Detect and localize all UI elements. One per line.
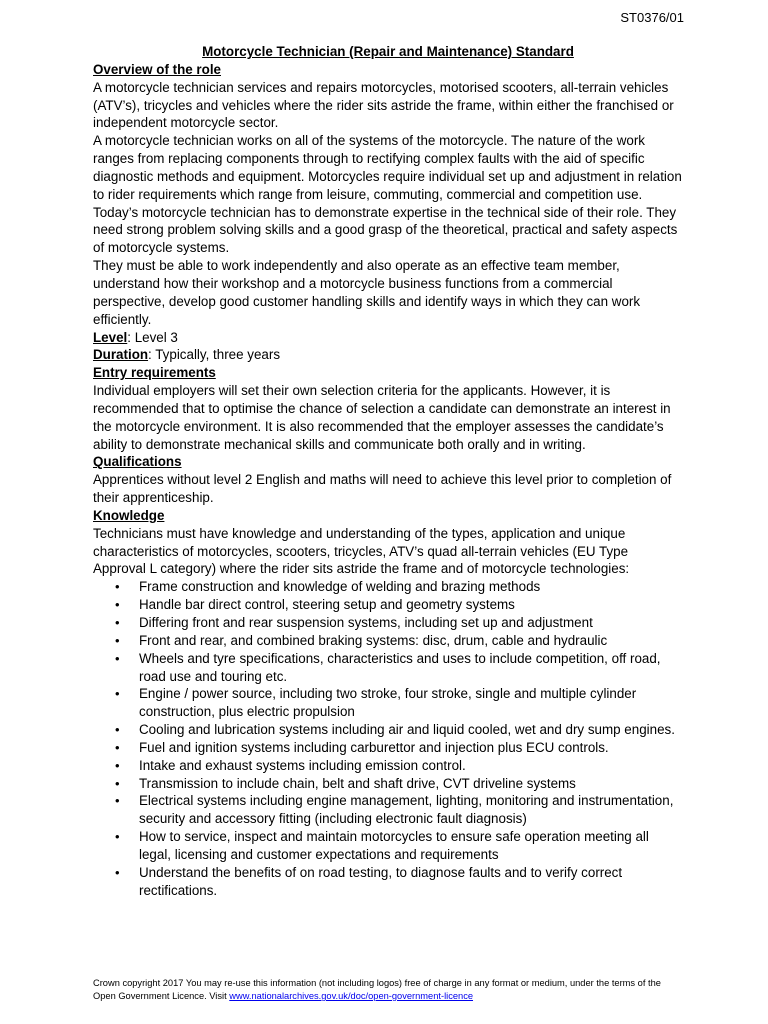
knowledge-item-text: Fuel and ignition systems including carburettor and injection plus ECU controls. [139,739,609,755]
bullet-icon: • [115,864,120,880]
bullet-icon: • [115,597,120,613]
bullet-icon: • [115,650,120,666]
knowledge-list-item [93,650,683,686]
document-body [93,43,683,900]
knowledge-intro: Technicians must have knowledge and understanding of the types, application and unique characteristics of motorcycles, scooters, tricycles, ATV’s quad all-terrain vehicles (EU Type Approval L category) where the rider sits astride the frame and of motorcycle technologies: [93,525,630,577]
overview-heading: Overview of the role [93,61,221,77]
knowledge-item-text: How to service, inspect and maintain motorcycles to ensure safe operation meeting all legal, licensing and customer expectations and requirements [139,829,649,862]
knowledge-list-item [93,757,683,775]
document-title: Motorcycle Technician (Repair and Maintenance) Standard [202,44,574,59]
knowledge-list-item [93,721,683,739]
knowledge-item-text: Cooling and lubrication systems including air and liquid cooled, wet and dry sump engines. [139,722,675,738]
licence-link[interactable]: www.nationalarchives.gov.uk/doc/open-government-licence [229,991,474,1001]
bullet-icon: • [115,793,120,809]
level-value: : Level 3 [127,329,178,345]
bullet-icon: • [115,722,120,738]
footer-text: Crown copyright 2017 You may re-use this information (not including logos) free of charge in any format or medium, under the terms of the Open Government Licence. Visit [93,978,661,1001]
knowledge-item-text: Front and rear, and combined braking systems: disc, drum, cable and hydraulic [139,632,608,648]
level-line [93,329,683,347]
knowledge-list [93,578,683,899]
qualifications-heading: Qualifications [93,454,182,470]
knowledge-list-item [93,614,683,632]
knowledge-list-item [93,775,683,793]
knowledge-list-item [93,596,683,614]
bullet-icon: • [115,579,120,595]
bullet-icon: • [115,775,120,791]
knowledge-list-item [93,685,683,721]
overview-paragraph: A motorcycle technician works on all of the systems of the motorcycle. The nature of the work ranges from replacing components through to rectifying complex faults with the aid of specific diagnostic methods and equipment. Motorcycles require individual set up and adjustment in relation to rider requirements which range from leisure, commuting, commercial and competition use. [93,133,682,202]
knowledge-list-item [93,578,683,596]
qualifications-text: Apprentices without level 2 English and maths will need to achieve this level prior to completion of their apprenticeship. [93,472,672,506]
bullet-icon: • [115,686,120,702]
bullet-icon: • [115,615,120,630]
knowledge-list-item [93,632,683,650]
overview-paragraph: Today’s motorcycle technician has to demonstrate expertise in the technical side of their role. They need strong problem solving skills and a good grasp of the theoretical, practical and safety aspects of motorcycle systems. [93,204,678,256]
knowledge-item-text: Transmission to include chain, belt and shaft drive, CVT driveline systems [139,775,576,791]
duration-line [93,346,683,364]
knowledge-list-item [93,828,683,864]
duration-label: Duration [93,347,149,363]
knowledge-heading: Knowledge [93,507,165,523]
overview-paragraph: A motorcycle technician services and repairs motorcycles, motorised scooters, all-terrain vehicles (ATV’s), tricycles and vehicles where the rider sits astride the frame, within either the franchised or independent motorcycle sector. [93,79,674,131]
knowledge-item-text: Handle bar direct control, steering setup and geometry systems [139,597,515,613]
knowledge-list-item [93,864,683,900]
overview-paragraph: They must be able to work independently and also operate as an effective team member, understand how their workshop and a motorcycle business functions from a commercial perspective, develop good customer handling skills and identify ways in which they can work efficiently. [93,258,641,327]
bullet-icon: • [115,757,120,773]
knowledge-item-text: Differing front and rear suspension systems, including set up and adjustment [139,615,593,630]
bullet-icon: • [115,829,120,845]
knowledge-item-text: Frame construction and knowledge of welding and brazing methods [139,579,541,595]
knowledge-item-text: Electrical systems including engine management, lighting, monitoring and instrumentation, security and accessory fitting (including electronic fault diagnosis) [139,793,674,827]
level-label: Level [93,329,128,345]
knowledge-item-text: Engine / power source, including two stroke, four stroke, single and multiple cylinder construction, plus electric propulsion [139,686,637,720]
entry-requirements-text: Individual employers will set their own selection criteria for the applicants. However, it is recommended that to optimise the chance of selection a candidate can demonstrate an interest in the motorcycle environment. It is also recommended that the employer assesses the candidate’s ability to demonstrate mechanical skills and communicate both orally and in writing. [93,383,671,452]
knowledge-item-text: Intake and exhaust systems including emission control. [139,757,466,773]
entry-requirements-heading: Entry requirements [93,365,216,381]
knowledge-item-text: Understand the benefits of on road testing, to diagnose faults and to verify correct rectifications. [139,864,623,898]
bullet-icon: • [115,739,120,755]
knowledge-item-text: Wheels and tyre specifications, characteristics and uses to include competition, off road, road use and touring etc. [139,650,661,684]
document-reference: ST0376/01 [620,10,684,25]
bullet-icon: • [115,632,120,648]
copyright-footer [93,977,683,1003]
duration-value: : Typically, three years [148,347,281,363]
knowledge-list-item [93,739,683,757]
knowledge-list-item [93,792,683,828]
